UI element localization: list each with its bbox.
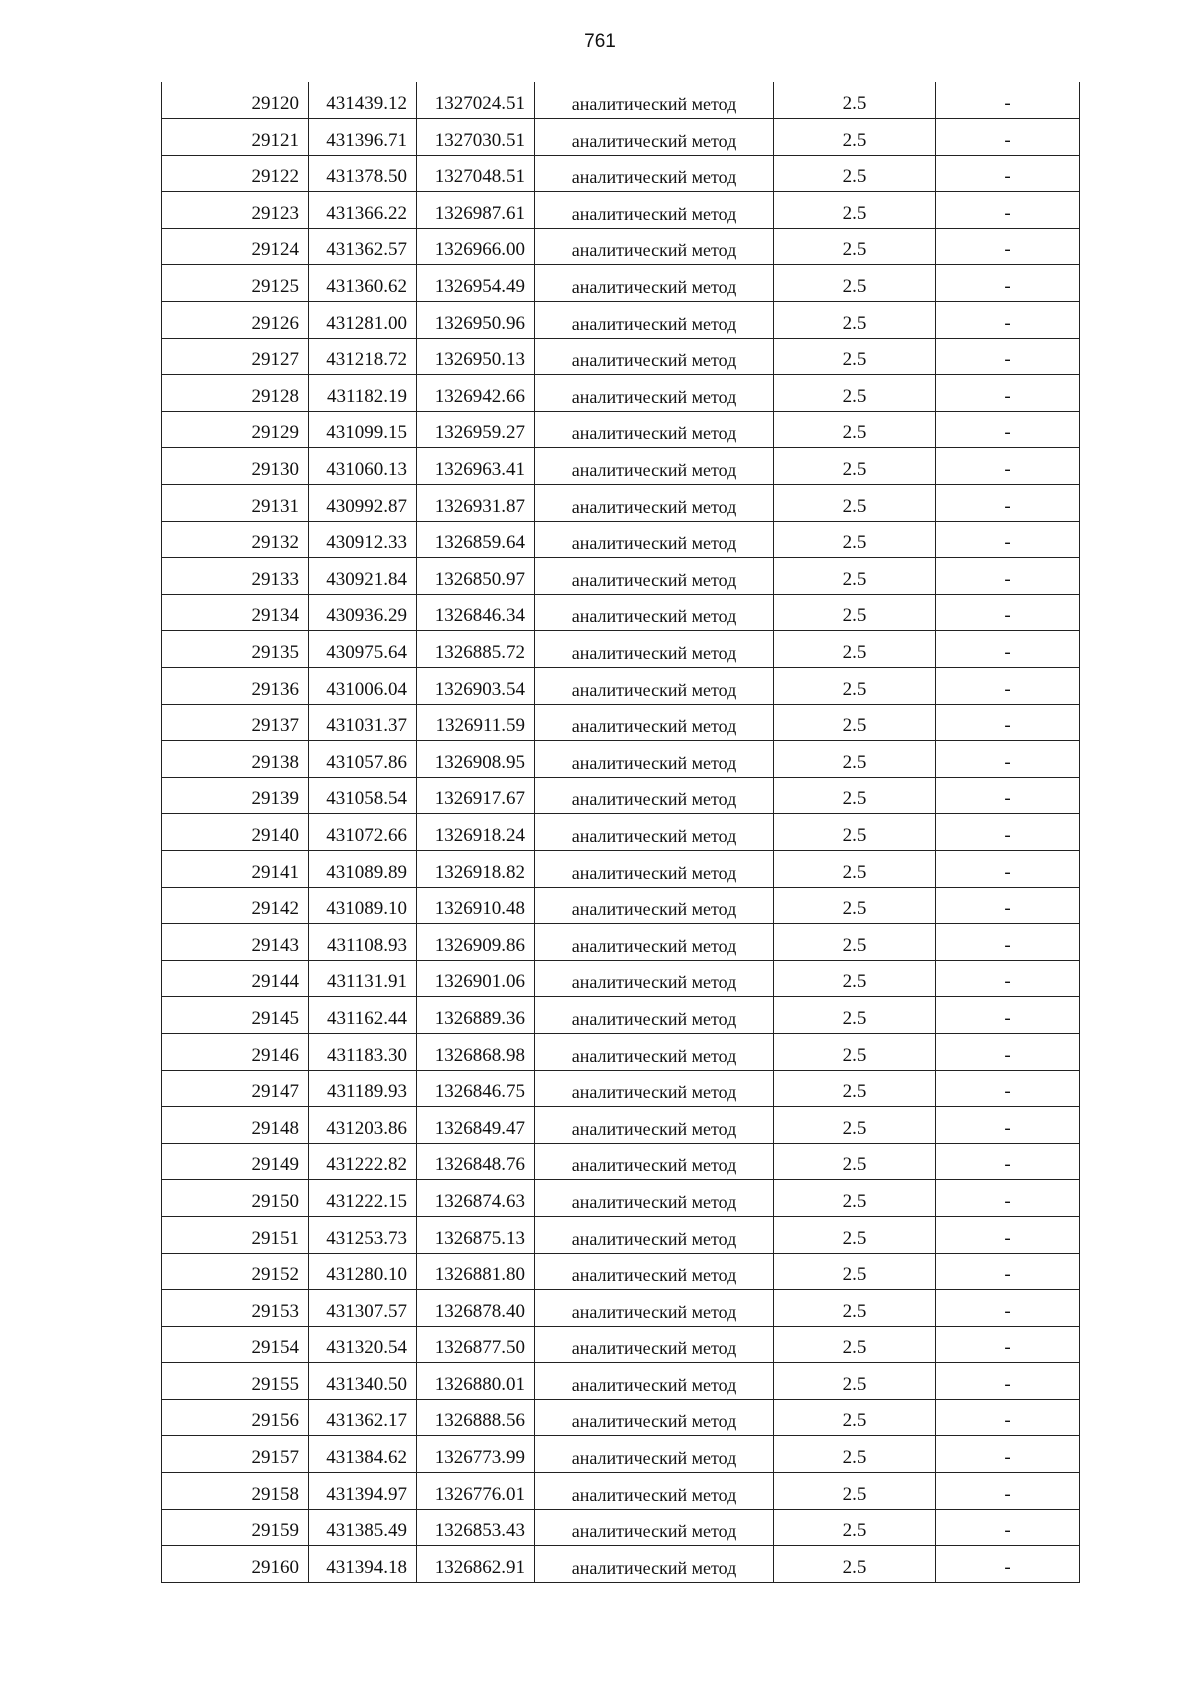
table-row <box>162 1363 1080 1400</box>
x-coordinate-cell: 431340.50 <box>309 1363 417 1400</box>
point-number-cell: 29137 <box>162 704 309 741</box>
table-row <box>162 997 1080 1034</box>
accuracy-cell: 2.5 <box>774 997 936 1034</box>
point-number-cell: 29135 <box>162 631 309 668</box>
table-row <box>162 82 1080 119</box>
method-cell: аналитический метод <box>535 1180 774 1217</box>
y-coordinate-cell: 1326881.80 <box>417 1253 535 1290</box>
y-coordinate-cell: 1326889.36 <box>417 997 535 1034</box>
method-cell: аналитический метод <box>535 119 774 156</box>
table-row <box>162 1107 1080 1144</box>
x-coordinate-cell: 431360.62 <box>309 265 417 302</box>
y-coordinate-cell: 1326931.87 <box>417 485 535 522</box>
y-coordinate-cell: 1326954.49 <box>417 265 535 302</box>
table-row <box>162 887 1080 924</box>
note-cell: - <box>936 960 1080 997</box>
accuracy-cell: 2.5 <box>774 302 936 339</box>
x-coordinate-cell: 431385.49 <box>309 1509 417 1546</box>
y-coordinate-cell: 1326888.56 <box>417 1399 535 1436</box>
table-row <box>162 1253 1080 1290</box>
method-cell: аналитический метод <box>535 887 774 924</box>
method-cell: аналитический метод <box>535 1070 774 1107</box>
y-coordinate-cell: 1326846.34 <box>417 594 535 631</box>
note-cell: - <box>936 1399 1080 1436</box>
accuracy-cell: 2.5 <box>774 448 936 485</box>
x-coordinate-cell: 431378.50 <box>309 155 417 192</box>
accuracy-cell: 2.5 <box>774 1326 936 1363</box>
point-number-cell: 29143 <box>162 924 309 961</box>
method-cell: аналитический метод <box>535 1546 774 1583</box>
table-row <box>162 521 1080 558</box>
note-cell: - <box>936 521 1080 558</box>
note-cell: - <box>936 485 1080 522</box>
table-row <box>162 1436 1080 1473</box>
x-coordinate-cell: 430975.64 <box>309 631 417 668</box>
point-number-cell: 29141 <box>162 850 309 887</box>
accuracy-cell: 2.5 <box>774 1253 936 1290</box>
point-number-cell: 29120 <box>162 82 309 119</box>
x-coordinate-cell: 431439.12 <box>309 82 417 119</box>
method-cell: аналитический метод <box>535 558 774 595</box>
table-row <box>162 1473 1080 1510</box>
table-row <box>162 155 1080 192</box>
y-coordinate-cell: 1326878.40 <box>417 1290 535 1327</box>
method-cell: аналитический метод <box>535 265 774 302</box>
table-row <box>162 594 1080 631</box>
accuracy-cell: 2.5 <box>774 1180 936 1217</box>
x-coordinate-cell: 431366.22 <box>309 192 417 229</box>
table-row <box>162 741 1080 778</box>
note-cell: - <box>936 924 1080 961</box>
method-cell: аналитический метод <box>535 924 774 961</box>
table-row <box>162 1033 1080 1070</box>
point-number-cell: 29150 <box>162 1180 309 1217</box>
y-coordinate-cell: 1326903.54 <box>417 668 535 705</box>
note-cell: - <box>936 119 1080 156</box>
method-cell: аналитический метод <box>535 485 774 522</box>
table-row <box>162 668 1080 705</box>
y-coordinate-cell: 1326853.43 <box>417 1509 535 1546</box>
method-cell: аналитический метод <box>535 1033 774 1070</box>
x-coordinate-cell: 431320.54 <box>309 1326 417 1363</box>
table-row <box>162 631 1080 668</box>
accuracy-cell: 2.5 <box>774 1033 936 1070</box>
method-cell: аналитический метод <box>535 448 774 485</box>
point-number-cell: 29158 <box>162 1473 309 1510</box>
note-cell: - <box>936 338 1080 375</box>
note-cell: - <box>936 741 1080 778</box>
table-row <box>162 411 1080 448</box>
table-row <box>162 265 1080 302</box>
table-row <box>162 448 1080 485</box>
accuracy-cell: 2.5 <box>774 887 936 924</box>
y-coordinate-cell: 1326918.24 <box>417 814 535 851</box>
note-cell: - <box>936 1436 1080 1473</box>
table-row <box>162 1216 1080 1253</box>
point-number-cell: 29146 <box>162 1033 309 1070</box>
x-coordinate-cell: 431108.93 <box>309 924 417 961</box>
point-number-cell: 29144 <box>162 960 309 997</box>
point-number-cell: 29134 <box>162 594 309 631</box>
point-number-cell: 29145 <box>162 997 309 1034</box>
note-cell: - <box>936 1070 1080 1107</box>
table-row <box>162 1546 1080 1583</box>
point-number-cell: 29125 <box>162 265 309 302</box>
x-coordinate-cell: 431281.00 <box>309 302 417 339</box>
method-cell: аналитический метод <box>535 411 774 448</box>
note-cell: - <box>936 1107 1080 1144</box>
accuracy-cell: 2.5 <box>774 1290 936 1327</box>
note-cell: - <box>936 997 1080 1034</box>
y-coordinate-cell: 1327030.51 <box>417 119 535 156</box>
x-coordinate-cell: 430992.87 <box>309 485 417 522</box>
point-number-cell: 29131 <box>162 485 309 522</box>
note-cell: - <box>936 1326 1080 1363</box>
point-number-cell: 29126 <box>162 302 309 339</box>
y-coordinate-cell: 1326909.86 <box>417 924 535 961</box>
x-coordinate-cell: 431203.86 <box>309 1107 417 1144</box>
note-cell: - <box>936 1216 1080 1253</box>
x-coordinate-cell: 431058.54 <box>309 777 417 814</box>
method-cell: аналитический метод <box>535 302 774 339</box>
point-number-cell: 29160 <box>162 1546 309 1583</box>
y-coordinate-cell: 1326987.61 <box>417 192 535 229</box>
accuracy-cell: 2.5 <box>774 411 936 448</box>
method-cell: аналитический метод <box>535 1399 774 1436</box>
note-cell: - <box>936 411 1080 448</box>
table-row <box>162 119 1080 156</box>
accuracy-cell: 2.5 <box>774 155 936 192</box>
y-coordinate-cell: 1326859.64 <box>417 521 535 558</box>
note-cell: - <box>936 704 1080 741</box>
method-cell: аналитический метод <box>535 594 774 631</box>
note-cell: - <box>936 814 1080 851</box>
point-number-cell: 29127 <box>162 338 309 375</box>
note-cell: - <box>936 558 1080 595</box>
y-coordinate-cell: 1326918.82 <box>417 850 535 887</box>
method-cell: аналитический метод <box>535 850 774 887</box>
accuracy-cell: 2.5 <box>774 1436 936 1473</box>
note-cell: - <box>936 1509 1080 1546</box>
table-row <box>162 302 1080 339</box>
accuracy-cell: 2.5 <box>774 338 936 375</box>
x-coordinate-cell: 431362.57 <box>309 228 417 265</box>
y-coordinate-cell: 1326849.47 <box>417 1107 535 1144</box>
accuracy-cell: 2.5 <box>774 594 936 631</box>
table-row <box>162 850 1080 887</box>
y-coordinate-cell: 1326850.97 <box>417 558 535 595</box>
accuracy-cell: 2.5 <box>774 704 936 741</box>
point-number-cell: 29147 <box>162 1070 309 1107</box>
accuracy-cell: 2.5 <box>774 1473 936 1510</box>
point-number-cell: 29152 <box>162 1253 309 1290</box>
point-number-cell: 29156 <box>162 1399 309 1436</box>
method-cell: аналитический метод <box>535 997 774 1034</box>
note-cell: - <box>936 1180 1080 1217</box>
y-coordinate-cell: 1326868.98 <box>417 1033 535 1070</box>
y-coordinate-cell: 1326911.59 <box>417 704 535 741</box>
table-row <box>162 777 1080 814</box>
point-number-cell: 29142 <box>162 887 309 924</box>
x-coordinate-cell: 430921.84 <box>309 558 417 595</box>
method-cell: аналитический метод <box>535 1216 774 1253</box>
method-cell: аналитический метод <box>535 228 774 265</box>
x-coordinate-cell: 431057.86 <box>309 741 417 778</box>
x-coordinate-cell: 431394.18 <box>309 1546 417 1583</box>
y-coordinate-cell: 1326880.01 <box>417 1363 535 1400</box>
point-number-cell: 29148 <box>162 1107 309 1144</box>
y-coordinate-cell: 1326773.99 <box>417 1436 535 1473</box>
method-cell: аналитический метод <box>535 777 774 814</box>
y-coordinate-cell: 1326910.48 <box>417 887 535 924</box>
method-cell: аналитический метод <box>535 631 774 668</box>
method-cell: аналитический метод <box>535 155 774 192</box>
point-number-cell: 29139 <box>162 777 309 814</box>
method-cell: аналитический метод <box>535 82 774 119</box>
accuracy-cell: 2.5 <box>774 1363 936 1400</box>
note-cell: - <box>936 594 1080 631</box>
method-cell: аналитический метод <box>535 375 774 412</box>
accuracy-cell: 2.5 <box>774 850 936 887</box>
point-number-cell: 29132 <box>162 521 309 558</box>
y-coordinate-cell: 1327048.51 <box>417 155 535 192</box>
x-coordinate-cell: 431218.72 <box>309 338 417 375</box>
table-row <box>162 338 1080 375</box>
point-number-cell: 29123 <box>162 192 309 229</box>
x-coordinate-cell: 431189.93 <box>309 1070 417 1107</box>
method-cell: аналитический метод <box>535 960 774 997</box>
accuracy-cell: 2.5 <box>774 119 936 156</box>
point-number-cell: 29136 <box>162 668 309 705</box>
note-cell: - <box>936 1363 1080 1400</box>
point-number-cell: 29133 <box>162 558 309 595</box>
point-number-cell: 29129 <box>162 411 309 448</box>
table-row <box>162 1143 1080 1180</box>
table-row <box>162 1509 1080 1546</box>
point-number-cell: 29151 <box>162 1216 309 1253</box>
method-cell: аналитический метод <box>535 192 774 229</box>
x-coordinate-cell: 431006.04 <box>309 668 417 705</box>
table-row <box>162 1326 1080 1363</box>
x-coordinate-cell: 431072.66 <box>309 814 417 851</box>
x-coordinate-cell: 431222.82 <box>309 1143 417 1180</box>
point-number-cell: 29153 <box>162 1290 309 1327</box>
point-number-cell: 29130 <box>162 448 309 485</box>
accuracy-cell: 2.5 <box>774 265 936 302</box>
method-cell: аналитический метод <box>535 521 774 558</box>
x-coordinate-cell: 431384.62 <box>309 1436 417 1473</box>
y-coordinate-cell: 1326908.95 <box>417 741 535 778</box>
method-cell: аналитический метод <box>535 1143 774 1180</box>
note-cell: - <box>936 448 1080 485</box>
method-cell: аналитический метод <box>535 1107 774 1144</box>
table-row <box>162 704 1080 741</box>
x-coordinate-cell: 430936.29 <box>309 594 417 631</box>
accuracy-cell: 2.5 <box>774 1143 936 1180</box>
method-cell: аналитический метод <box>535 338 774 375</box>
point-number-cell: 29124 <box>162 228 309 265</box>
note-cell: - <box>936 228 1080 265</box>
accuracy-cell: 2.5 <box>774 814 936 851</box>
accuracy-cell: 2.5 <box>774 741 936 778</box>
table-row <box>162 814 1080 851</box>
table-row <box>162 1180 1080 1217</box>
accuracy-cell: 2.5 <box>774 1216 936 1253</box>
table-row <box>162 192 1080 229</box>
accuracy-cell: 2.5 <box>774 1546 936 1583</box>
x-coordinate-cell: 431060.13 <box>309 448 417 485</box>
point-number-cell: 29122 <box>162 155 309 192</box>
y-coordinate-cell: 1326966.00 <box>417 228 535 265</box>
table-row <box>162 375 1080 412</box>
x-coordinate-cell: 431396.71 <box>309 119 417 156</box>
table-row <box>162 924 1080 961</box>
y-coordinate-cell: 1326885.72 <box>417 631 535 668</box>
table-row <box>162 228 1080 265</box>
table-row <box>162 1399 1080 1436</box>
point-number-cell: 29159 <box>162 1509 309 1546</box>
accuracy-cell: 2.5 <box>774 82 936 119</box>
note-cell: - <box>936 887 1080 924</box>
table-row <box>162 1070 1080 1107</box>
accuracy-cell: 2.5 <box>774 631 936 668</box>
accuracy-cell: 2.5 <box>774 1107 936 1144</box>
y-coordinate-cell: 1326875.13 <box>417 1216 535 1253</box>
point-number-cell: 29149 <box>162 1143 309 1180</box>
y-coordinate-cell: 1326776.01 <box>417 1473 535 1510</box>
method-cell: аналитический метод <box>535 1509 774 1546</box>
y-coordinate-cell: 1326877.50 <box>417 1326 535 1363</box>
note-cell: - <box>936 631 1080 668</box>
coordinates-table <box>161 82 1080 1583</box>
accuracy-cell: 2.5 <box>774 558 936 595</box>
note-cell: - <box>936 155 1080 192</box>
y-coordinate-cell: 1326901.06 <box>417 960 535 997</box>
page-number: 761 <box>584 31 616 52</box>
accuracy-cell: 2.5 <box>774 228 936 265</box>
note-cell: - <box>936 1290 1080 1327</box>
x-coordinate-cell: 431182.19 <box>309 375 417 412</box>
point-number-cell: 29121 <box>162 119 309 156</box>
x-coordinate-cell: 431089.89 <box>309 850 417 887</box>
accuracy-cell: 2.5 <box>774 924 936 961</box>
table-row <box>162 960 1080 997</box>
y-coordinate-cell: 1326862.91 <box>417 1546 535 1583</box>
y-coordinate-cell: 1326950.96 <box>417 302 535 339</box>
note-cell: - <box>936 192 1080 229</box>
accuracy-cell: 2.5 <box>774 1399 936 1436</box>
method-cell: аналитический метод <box>535 668 774 705</box>
point-number-cell: 29140 <box>162 814 309 851</box>
method-cell: аналитический метод <box>535 1253 774 1290</box>
point-number-cell: 29157 <box>162 1436 309 1473</box>
x-coordinate-cell: 431307.57 <box>309 1290 417 1327</box>
note-cell: - <box>936 1473 1080 1510</box>
point-number-cell: 29138 <box>162 741 309 778</box>
accuracy-cell: 2.5 <box>774 375 936 412</box>
point-number-cell: 29155 <box>162 1363 309 1400</box>
accuracy-cell: 2.5 <box>774 668 936 705</box>
note-cell: - <box>936 1143 1080 1180</box>
point-number-cell: 29128 <box>162 375 309 412</box>
y-coordinate-cell: 1326950.13 <box>417 338 535 375</box>
accuracy-cell: 2.5 <box>774 1509 936 1546</box>
note-cell: - <box>936 375 1080 412</box>
y-coordinate-cell: 1326942.66 <box>417 375 535 412</box>
point-number-cell: 29154 <box>162 1326 309 1363</box>
note-cell: - <box>936 1546 1080 1583</box>
x-coordinate-cell: 431394.97 <box>309 1473 417 1510</box>
y-coordinate-cell: 1326963.41 <box>417 448 535 485</box>
x-coordinate-cell: 430912.33 <box>309 521 417 558</box>
y-coordinate-cell: 1326846.75 <box>417 1070 535 1107</box>
accuracy-cell: 2.5 <box>774 777 936 814</box>
method-cell: аналитический метод <box>535 1363 774 1400</box>
x-coordinate-cell: 431031.37 <box>309 704 417 741</box>
note-cell: - <box>936 1253 1080 1290</box>
accuracy-cell: 2.5 <box>774 521 936 558</box>
x-coordinate-cell: 431222.15 <box>309 1180 417 1217</box>
x-coordinate-cell: 431099.15 <box>309 411 417 448</box>
method-cell: аналитический метод <box>535 1436 774 1473</box>
note-cell: - <box>936 850 1080 887</box>
method-cell: аналитический метод <box>535 741 774 778</box>
y-coordinate-cell: 1326959.27 <box>417 411 535 448</box>
x-coordinate-cell: 431280.10 <box>309 1253 417 1290</box>
method-cell: аналитический метод <box>535 1326 774 1363</box>
y-coordinate-cell: 1326917.67 <box>417 777 535 814</box>
x-coordinate-cell: 431089.10 <box>309 887 417 924</box>
accuracy-cell: 2.5 <box>774 485 936 522</box>
note-cell: - <box>936 1033 1080 1070</box>
table-row <box>162 1290 1080 1327</box>
method-cell: аналитический метод <box>535 704 774 741</box>
x-coordinate-cell: 431131.91 <box>309 960 417 997</box>
accuracy-cell: 2.5 <box>774 960 936 997</box>
note-cell: - <box>936 82 1080 119</box>
method-cell: аналитический метод <box>535 1290 774 1327</box>
y-coordinate-cell: 1326848.76 <box>417 1143 535 1180</box>
accuracy-cell: 2.5 <box>774 1070 936 1107</box>
table-row <box>162 558 1080 595</box>
note-cell: - <box>936 777 1080 814</box>
x-coordinate-cell: 431362.17 <box>309 1399 417 1436</box>
note-cell: - <box>936 265 1080 302</box>
y-coordinate-cell: 1327024.51 <box>417 82 535 119</box>
table-row <box>162 485 1080 522</box>
table-body <box>162 82 1080 1582</box>
method-cell: аналитический метод <box>535 814 774 851</box>
note-cell: - <box>936 668 1080 705</box>
accuracy-cell: 2.5 <box>774 192 936 229</box>
method-cell: аналитический метод <box>535 1473 774 1510</box>
x-coordinate-cell: 431183.30 <box>309 1033 417 1070</box>
x-coordinate-cell: 431162.44 <box>309 997 417 1034</box>
note-cell: - <box>936 302 1080 339</box>
x-coordinate-cell: 431253.73 <box>309 1216 417 1253</box>
y-coordinate-cell: 1326874.63 <box>417 1180 535 1217</box>
